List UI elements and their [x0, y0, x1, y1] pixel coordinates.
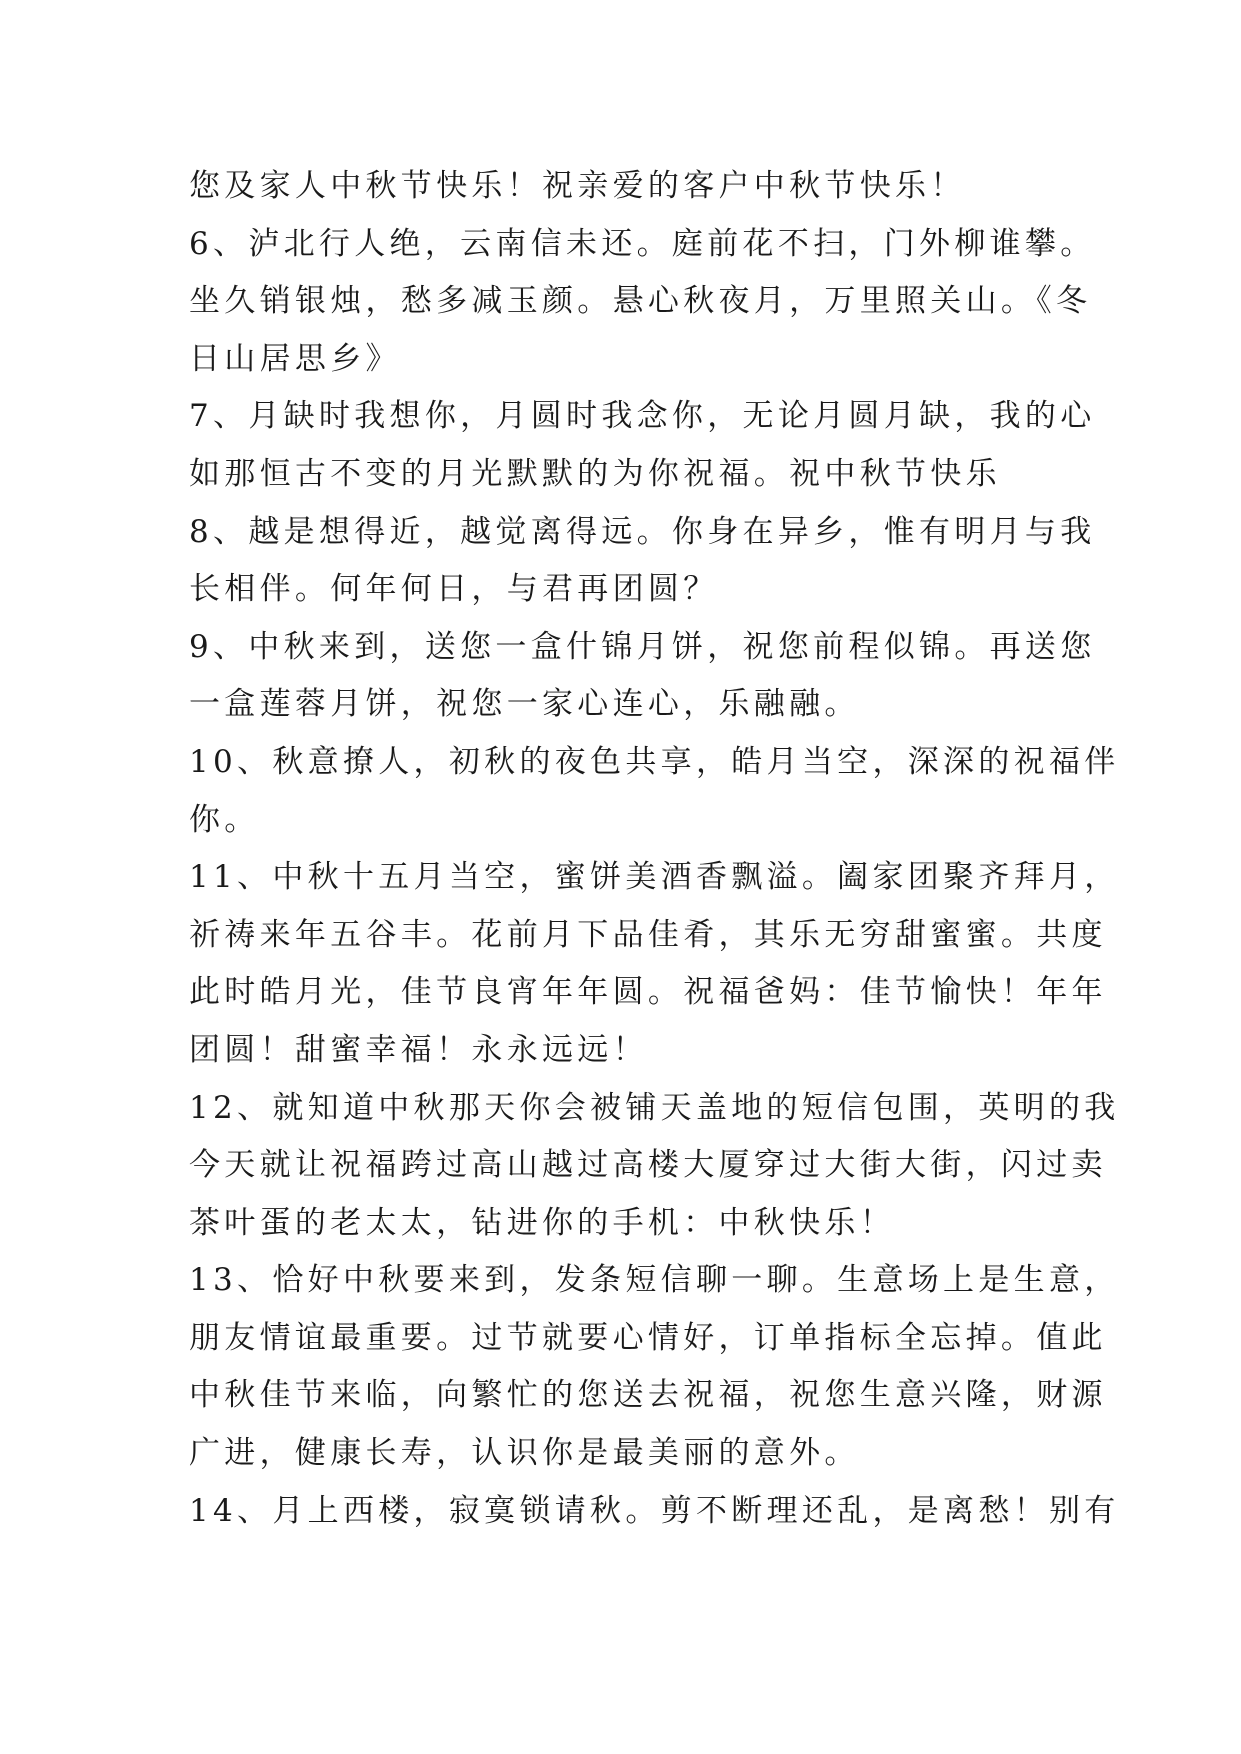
text-line: 10、秋意撩人，初秋的夜色共享，皓月当空，深深的祝福伴	[189, 743, 1120, 780]
text-line: 今天就让祝福跨过高山越过高楼大厦穿过大街大街，闪过卖	[189, 1147, 1107, 1184]
text-line: 13、恰好中秋要来到，发条短信聊一聊。生意场上是生意，	[189, 1262, 1120, 1299]
text-line: 14、月上西楼，寂寞锁请秋。剪不断理还乱，是离愁！别有	[189, 1492, 1120, 1529]
text-line: 坐久销银烛，愁多减玉颜。悬心秋夜月，万里照关山。《冬	[189, 283, 1092, 320]
text-line: 8、越是想得近，越觉离得远。你身在异乡，惟有明月与我	[189, 513, 1096, 550]
text-line: 12、就知道中秋那天你会被铺天盖地的短信包围，英明的我	[189, 1089, 1120, 1126]
body-text	[189, 158, 1120, 1540]
text-line: 你。	[189, 801, 260, 838]
text-line: 广进，健康长寿，认识你是最美丽的意外。	[189, 1435, 860, 1472]
text-line: 日山居思乡》	[189, 340, 401, 377]
text-line: 7、月缺时我想你，月圆时我念你，无论月圆月缺，我的心	[189, 398, 1096, 435]
text-line: 朋友情谊最重要。过节就要心情好，订单指标全忘掉。值此	[189, 1319, 1107, 1356]
text-line: 9、中秋来到，送您一盒什锦月饼，祝您前程似锦。再送您	[189, 628, 1096, 665]
text-line: 一盒莲蓉月饼，祝您一家心连心，乐融融。	[189, 686, 860, 723]
text-line: 6、泸北行人绝，云南信未还。庭前花不扫，门外柳谁攀。	[189, 225, 1096, 262]
text-line: 长相伴。何年何日，与君再团圆？	[189, 571, 719, 608]
text-line: 如那恒古不变的月光默默的为你祝福。祝中秋节快乐	[189, 455, 1001, 492]
text-line: 祈祷来年五谷丰。花前月下品佳肴，其乐无穷甜蜜蜜。共度	[189, 916, 1107, 953]
text-line: 11、中秋十五月当空，蜜饼美酒香飘溢。阖家团聚齐拜月，	[189, 859, 1120, 896]
text-line: 茶叶蛋的老太太，钻进你的手机：中秋快乐！	[189, 1204, 895, 1241]
text-line: 您及家人中秋节快乐！祝亲爱的客户中秋节快乐！	[189, 168, 966, 204]
text-line: 团圆！甜蜜幸福！永永远远！	[189, 1031, 648, 1068]
text-line: 中秋佳节来临，向繁忙的您送去祝福，祝您生意兴隆，财源	[189, 1377, 1107, 1414]
text-line: 此时皓月光，佳节良宵年年圆。祝福爸妈：佳节愉快！年年	[189, 974, 1107, 1011]
